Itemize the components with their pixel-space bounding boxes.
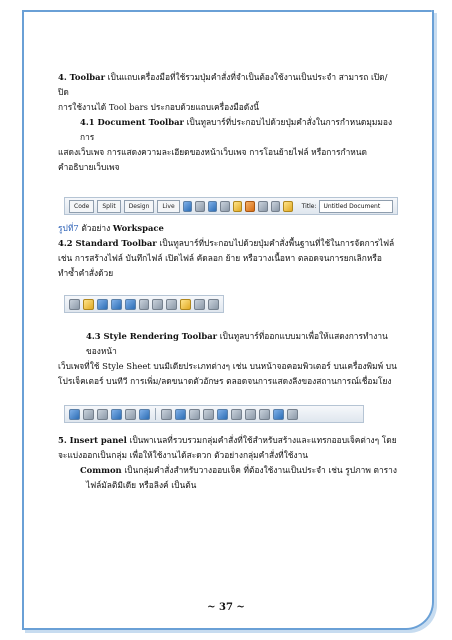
subsection-4-1-paragraph: 4.1 Document Toolbar เป็นทูลบาร์ที่ประกอบไปด้วยปุ่มคำสั่งในการกำหนดมุมมองการ	[80, 117, 393, 142]
live-view-button[interactable]: Live	[157, 200, 179, 213]
section-4-text: เป็นแถบเครื่องมือที่ใช้รวมปุ่มคำสั่งที่จำเป็นต้องใช้งานเป็นประจำ สามารถ เปิด/ปิด	[58, 72, 388, 97]
style-rendering-toolbar-image	[64, 405, 364, 423]
paste-icon[interactable]	[180, 299, 191, 310]
render-tty-icon[interactable]	[125, 409, 136, 420]
bridge-icon[interactable]	[97, 299, 108, 310]
figure-label: รูปที่7	[58, 223, 79, 233]
link-hover-icon[interactable]	[231, 409, 242, 420]
section-4-paragraph	[58, 70, 398, 100]
page-content	[58, 70, 398, 493]
section-5-line-2: จะแบ่งออกเป็นกลุ่ม เพื่อให้ใช้งานได้สะดวก ตัวอย่างกลุ่มคำสั่งที่ใช้งาน	[58, 450, 308, 460]
copy-icon[interactable]	[166, 299, 177, 310]
section-4-text-2: การใช้งานได้ Tool bars ประกอบด้วยแถบเครื่องมือดังนี้	[58, 102, 260, 112]
subsection-4-2-heading: 4.2 Standard Toolbar	[58, 238, 157, 248]
render-print-icon[interactable]	[83, 409, 94, 420]
redo-icon[interactable]	[208, 299, 219, 310]
print-icon[interactable]	[139, 299, 150, 310]
common-heading: Common	[80, 465, 122, 475]
section-5-paragraph: 5. Insert panel เป็นพาเนลที่รวบรวมกลุ่มคำสั่งที่ใช้สำหรับสร้างและแทรกออบเจ็คต่างๆ โดย	[58, 435, 397, 445]
toggle-css-icon[interactable]	[161, 409, 172, 420]
subsection-4-2-paragraph: 4.2 Standard Toolbar เป็นทูลบาร์ที่ประกอบไปด้วยปุ่มคำสั่งพื้นฐานที่ใช้ในการจัดการไฟล์	[58, 238, 395, 248]
subsection-4-3-line-3: โปรเจ็คเตอร์ บนทีวี การเพิ่ม/ลดขนาดตัวอักษร ตลอดจนการแสดงลีงของสถานการณ์เชื่อมโยง	[58, 376, 392, 386]
subsection-4-1-line-2: แสดงเว็บเพจ การแสดงความละเอียดของหน้าเว็บเพจ การโอนย้ายไฟล์ หรือการกำหนด	[58, 147, 367, 157]
new-file-icon[interactable]	[69, 299, 80, 310]
subsection-4-2-line-2: เช่น การสร้างไฟล์ บันทึกไฟล์ เปิดไฟล์ คัดลอก ย้าย หรือวางเนื้อหา ตลอดจนการยกเลิกหรือ	[58, 253, 382, 263]
document-toolbar-image	[64, 197, 398, 215]
style-toggle-icon[interactable]	[287, 409, 298, 420]
code-view-button[interactable]: Code	[69, 200, 94, 213]
toolbar-divider	[155, 408, 156, 420]
subsection-4-3-line-2: เว็บเพจที่ใช้ Style Sheet บนมีเดียประเภทต่างๆ เช่น บนหน้าจอคอมพิวเตอร์ บนเครื่องพิมพ์ บน	[58, 361, 397, 371]
figure-caption: รูปที่7 ตัวอย่าง Workspace	[58, 223, 164, 233]
open-folder-icon[interactable]	[83, 299, 94, 310]
undo-icon[interactable]	[194, 299, 205, 310]
live-code-icon[interactable]	[183, 201, 193, 212]
standard-toolbar-image	[64, 295, 224, 313]
common-line-2: ไฟล์มัลติมีเดีย หรือลิงค์ เป็นต้น	[86, 480, 197, 490]
refresh-icon[interactable]	[245, 201, 255, 212]
cut-icon[interactable]	[152, 299, 163, 310]
title-label: Title:	[301, 202, 317, 210]
document-title-input[interactable]: Untitled Document	[319, 200, 392, 213]
render-tv-icon[interactable]	[139, 409, 150, 420]
save-all-icon[interactable]	[125, 299, 136, 310]
render-projection-icon[interactable]	[111, 409, 122, 420]
subsection-4-3-heading: 4.3 Style Rendering Toolbar	[86, 331, 218, 341]
design-view-button[interactable]: Design	[124, 200, 155, 213]
globe-icon[interactable]	[208, 201, 218, 212]
common-paragraph: Common เป็นกลุ่มคำสั่งสำหรับวางออบเจ็ค ที่ต้องใช้งานเป็นประจำ เช่น รูปภาพ ตาราง	[80, 465, 397, 475]
section-4-heading: 4. Toolbar	[58, 72, 105, 82]
page-number: ~ 37 ~	[207, 602, 245, 613]
link-active-icon[interactable]	[245, 409, 256, 420]
link-focus-icon[interactable]	[273, 409, 284, 420]
preview-icon[interactable]	[233, 201, 243, 212]
font-increase-icon[interactable]	[189, 409, 200, 420]
inspect-icon[interactable]	[195, 201, 205, 212]
font-decrease-icon[interactable]	[203, 409, 214, 420]
visual-aids-icon[interactable]	[271, 201, 281, 212]
subsection-4-1-heading: 4.1 Document Toolbar	[80, 117, 184, 127]
render-screen-icon[interactable]	[69, 409, 80, 420]
save-icon[interactable]	[111, 299, 122, 310]
subsection-4-2-line-3: ทำซ้ำคำสั่งด้วย	[58, 268, 114, 278]
link-state-icon[interactable]	[217, 409, 228, 420]
view-options-icon[interactable]	[258, 201, 268, 212]
render-handheld-icon[interactable]	[97, 409, 108, 420]
file-management-icon[interactable]	[220, 201, 230, 212]
check-page-icon[interactable]	[283, 201, 293, 212]
design-time-icon[interactable]	[175, 409, 186, 420]
subsection-4-1-line-3: คำอธิบายเว็บเพจ	[58, 162, 120, 172]
split-view-button[interactable]: Split	[97, 200, 120, 213]
subsection-4-3-paragraph: 4.3 Style Rendering Toolbar เป็นทูลบาร์ที่ออกแบบมาเพื่อให้แสดงการทำงานของหน้า	[86, 331, 388, 356]
section-5-heading: 5. Insert panel	[58, 435, 127, 445]
link-visited-icon[interactable]	[259, 409, 270, 420]
